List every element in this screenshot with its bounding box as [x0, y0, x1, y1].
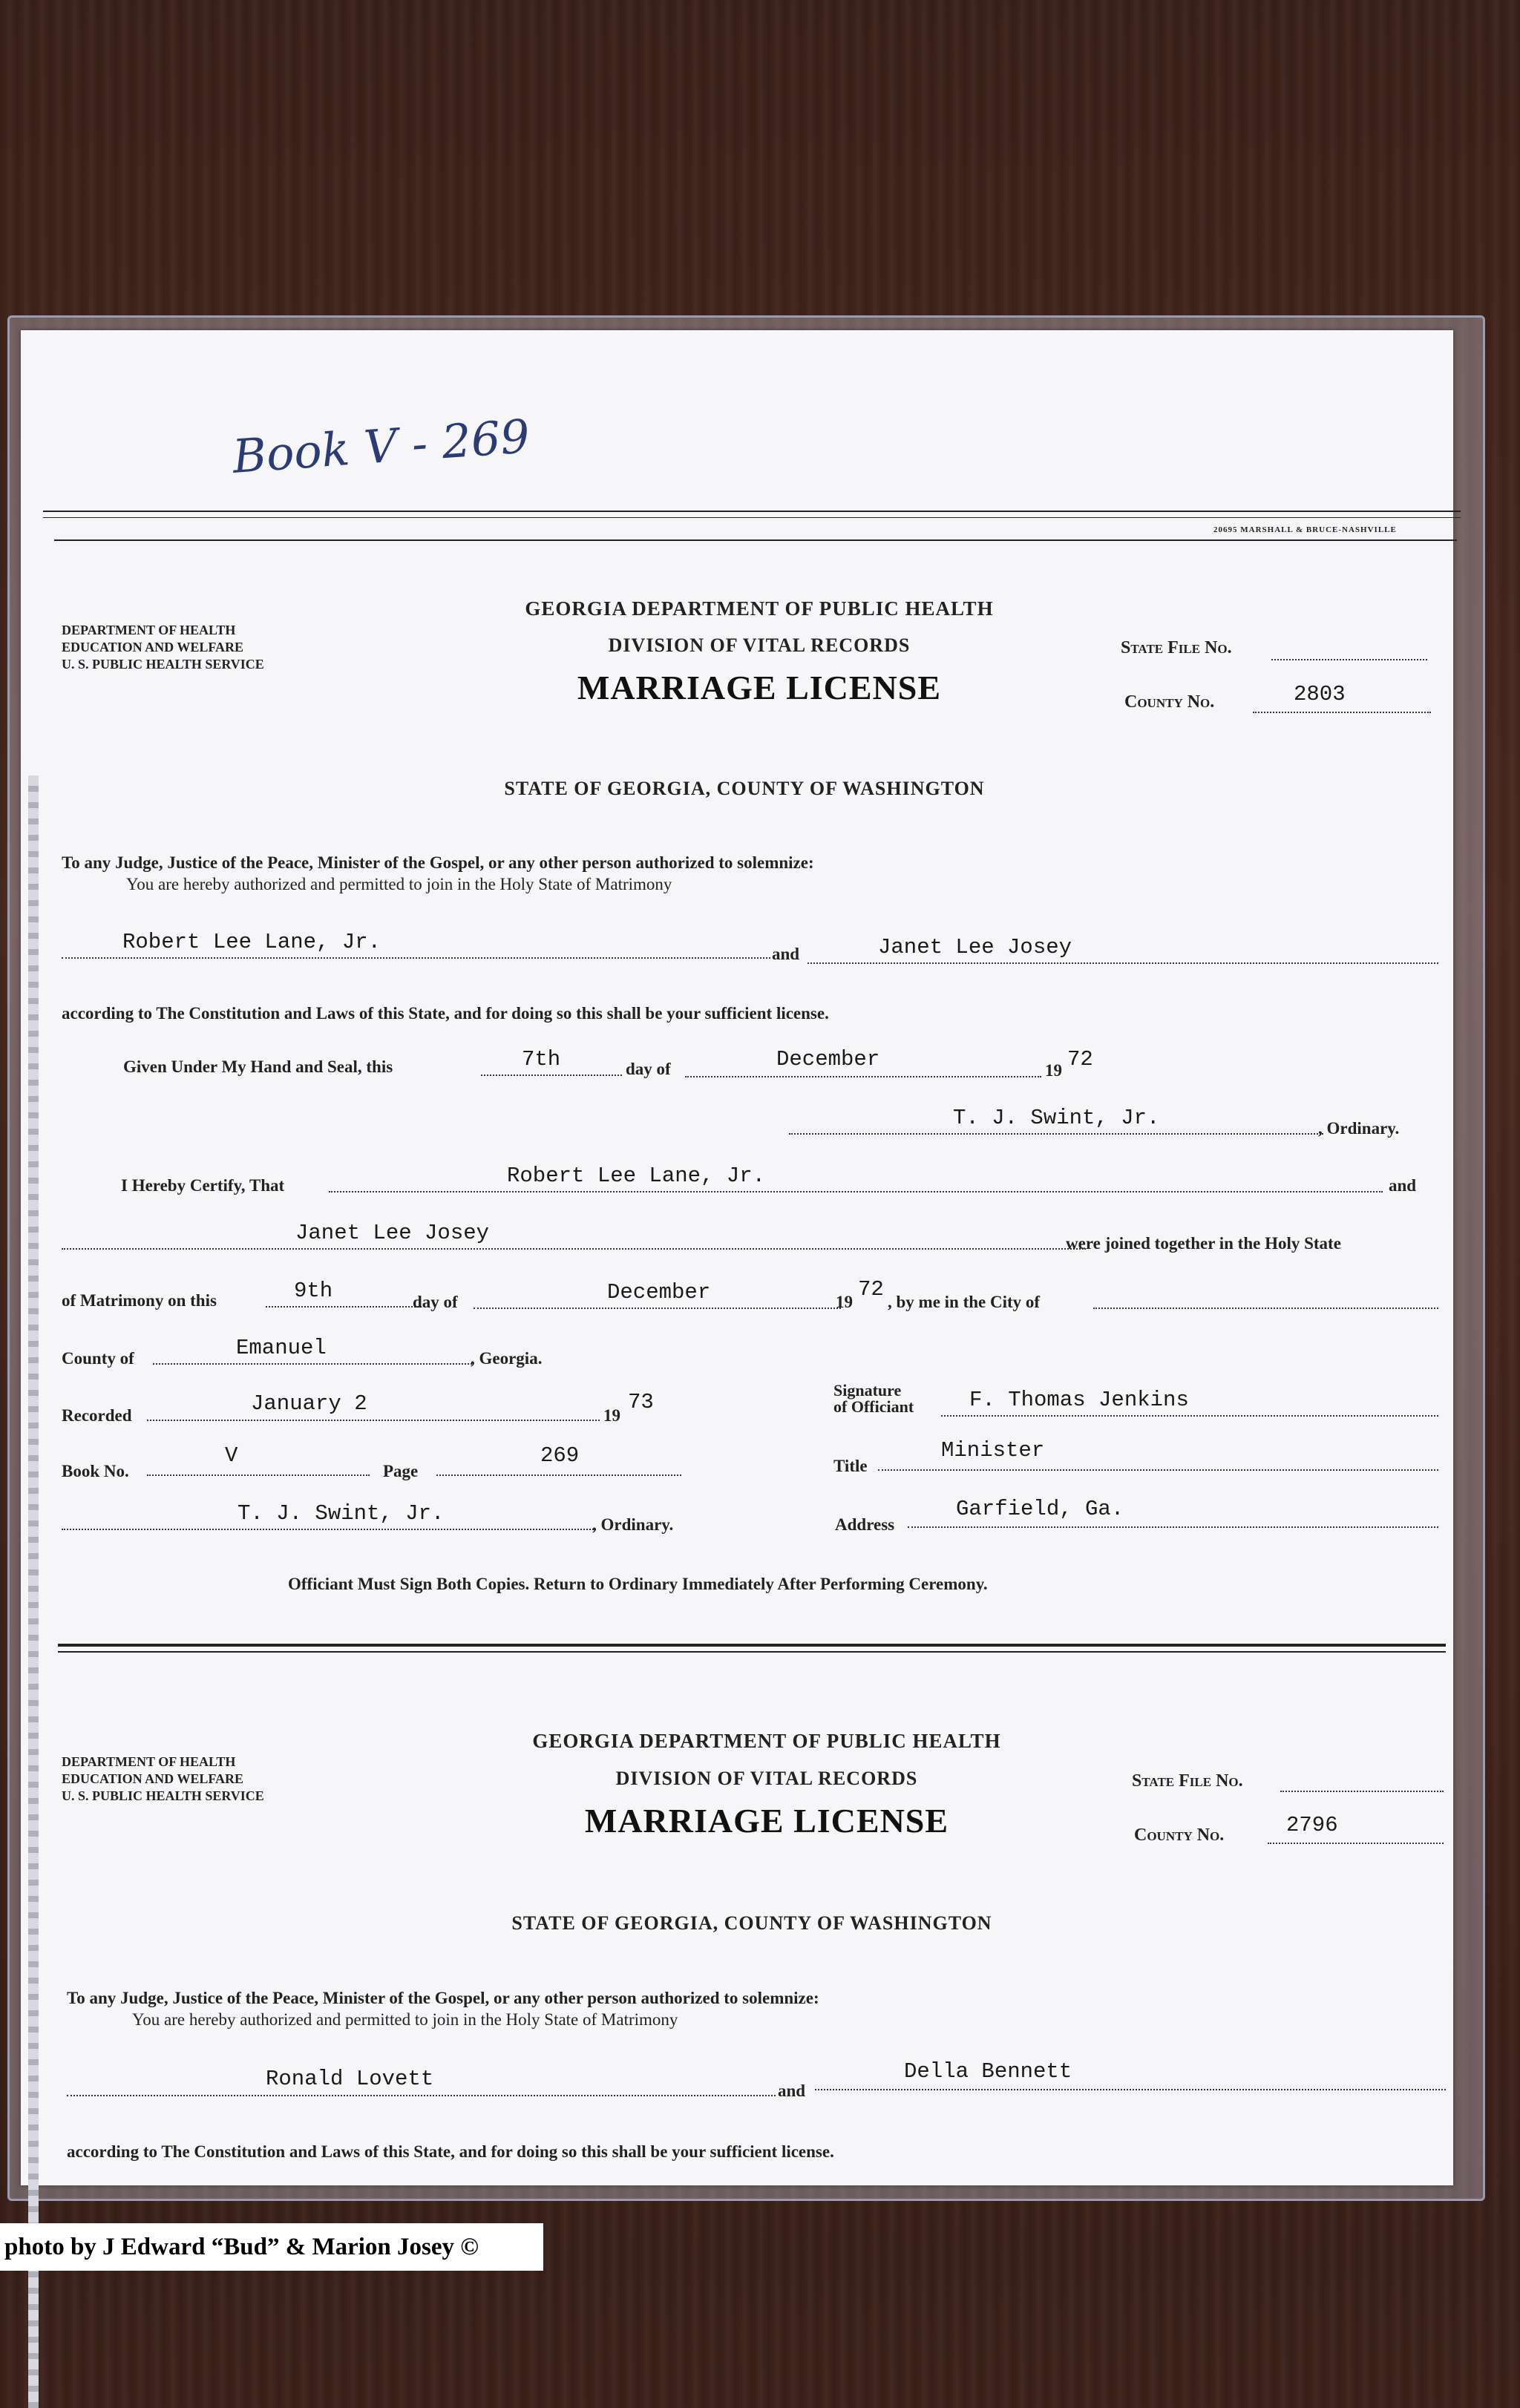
- division-heading-2: DIVISION OF VITAL RECORDS: [615, 1768, 918, 1789]
- ordinary-name: T. J. Swint, Jr.: [953, 1106, 1160, 1130]
- marriage-year-prefix: 19: [836, 1293, 853, 1311]
- state-file-line-1: [1271, 659, 1427, 660]
- marriage-month: December: [607, 1280, 711, 1305]
- form-border-top: [54, 539, 1457, 541]
- address-value: Garfield, Ga.: [956, 1497, 1124, 1521]
- certify-label: I Hereby Certify, That: [121, 1176, 285, 1195]
- county-no-line-2: [1268, 1843, 1444, 1844]
- document-sheet: [21, 330, 1453, 2185]
- state-file-label-1: State File No.: [1121, 638, 1232, 657]
- certify-and-label: and: [1389, 1176, 1417, 1195]
- given-year-prefix: 19: [1045, 1061, 1062, 1080]
- county-of-label: County of: [62, 1349, 134, 1368]
- certify-bride: Janet Lee Josey: [295, 1221, 490, 1245]
- address-line-1a: To any Judge, Justice of the Peace, Minister of the Gospel, or any other person authorized to solemnize:: [62, 853, 814, 872]
- address-line: [908, 1526, 1438, 1528]
- recorded-year-prefix: 19: [603, 1406, 620, 1425]
- address-line-1b: You are hereby authorized and permitted to join in the Holy State of Matrimony: [126, 875, 672, 893]
- city-label: , by me in the City of: [888, 1293, 1041, 1311]
- dept-line-1: DEPARTMENT OF HEALTH: [62, 1754, 236, 1769]
- given-day-of-label: day of: [626, 1060, 671, 1078]
- license-title-1: MARRIAGE LICENSE: [577, 669, 942, 706]
- signature-line: [941, 1415, 1438, 1417]
- top-rule-thin: [43, 517, 1461, 518]
- recorded-year: 73: [628, 1390, 654, 1414]
- division-heading-1: DIVISION OF VITAL RECORDS: [608, 634, 911, 656]
- signature-label-line2: of Officiant: [833, 1397, 914, 1416]
- ordinary-line: [789, 1133, 1323, 1135]
- certify-bride-line: [62, 1248, 1086, 1250]
- groom-line-2: [67, 2095, 776, 2096]
- jurisdiction-2: STATE OF GEORGIA, COUNTY OF WASHINGTON: [511, 1912, 992, 1934]
- county-of-value: Emanuel: [236, 1336, 327, 1360]
- handwritten-book-annotation: Book V - 269: [230, 409, 532, 484]
- top-rule: [43, 511, 1461, 512]
- license-title-2: MARRIAGE LICENSE: [584, 1802, 949, 1840]
- certify-groom-line: [329, 1191, 1383, 1192]
- dept-block-2: [62, 1753, 264, 1805]
- page-value: 269: [540, 1443, 580, 1468]
- perforated-edge: [28, 775, 39, 2408]
- given-month-line: [685, 1076, 1041, 1077]
- dept-line-3: U. S. PUBLIC HEALTH SERVICE: [62, 657, 264, 672]
- title-line: [878, 1469, 1438, 1471]
- signature-label-line1: Signature: [833, 1381, 902, 1400]
- constitution-text-2: according to The Constitution and Laws of this State, and for doing so this shall be your sufficient license.: [67, 2142, 834, 2161]
- given-day: 7th: [522, 1047, 561, 1072]
- state-file-label-2: State File No.: [1132, 1771, 1243, 1791]
- agency-heading-2: GEORGIA DEPARTMENT OF PUBLIC HEALTH: [532, 1730, 1001, 1752]
- dept-line-1: DEPARTMENT OF HEALTH: [62, 623, 236, 637]
- dept-line-2: EDUCATION AND WELFARE: [62, 640, 244, 655]
- dept-line-3: U. S. PUBLIC HEALTH SERVICE: [62, 1788, 264, 1803]
- groom-line-1: [62, 957, 770, 959]
- certify-groom: Robert Lee Lane, Jr.: [507, 1164, 766, 1188]
- marriage-day-of-label: day of: [413, 1293, 458, 1311]
- matrimony-label: of Matrimony on this: [62, 1291, 217, 1310]
- address-line-2b: You are hereby authorized and permitted to join in the Holy State of Matrimony: [132, 2010, 678, 2029]
- dept-block-1: [62, 622, 264, 673]
- bride-line-2: [815, 2089, 1446, 2090]
- county-no-label-1: County No.: [1124, 692, 1215, 712]
- city-line: [1093, 1308, 1438, 1309]
- joined-text: were joined together in the Holy State: [1066, 1234, 1341, 1253]
- address-line-2a: To any Judge, Justice of the Peace, Minister of the Gospel, or any other person authorized to solemnize:: [67, 1989, 819, 2007]
- bride-name-2: Della Bennett: [904, 2059, 1072, 2084]
- county-no-value-2: 2796: [1286, 1813, 1338, 1837]
- bride-line-1: [808, 962, 1438, 964]
- ordinary2-line: [62, 1529, 596, 1530]
- page-line: [436, 1474, 681, 1476]
- recorded-line: [147, 1420, 600, 1421]
- state-file-line-2: [1280, 1791, 1444, 1792]
- page-label: Page: [383, 1462, 419, 1480]
- marriage-year: 72: [858, 1277, 884, 1302]
- title-label: Title: [833, 1457, 868, 1475]
- footer-note: Officiant Must Sign Both Copies. Return to Ordinary Immediately After Performing Ceremony.: [288, 1575, 988, 1593]
- and-label-2: and: [778, 2081, 806, 2100]
- officiant-signature: F. Thomas Jenkins: [969, 1388, 1189, 1412]
- given-label: Given Under My Hand and Seal, this: [123, 1057, 393, 1076]
- recorded-label: Recorded: [62, 1406, 132, 1425]
- and-label-1: and: [772, 945, 800, 963]
- ordinary2-name: T. J. Swint, Jr.: [238, 1501, 445, 1526]
- given-day-line: [481, 1075, 622, 1076]
- recorded-value: January 2: [251, 1391, 367, 1416]
- bride-name-1: Janet Lee Josey: [878, 935, 1072, 959]
- given-month: December: [776, 1047, 880, 1072]
- constitution-text-1: according to The Constitution and Laws of this State, and for doing so this shall be your sufficient license.: [62, 1004, 829, 1023]
- marriage-day: 9th: [294, 1279, 333, 1303]
- book-no-line: [147, 1474, 370, 1476]
- signature-label-block: [833, 1382, 914, 1415]
- address-label: Address: [835, 1515, 895, 1534]
- agency-heading-1: GEORGIA DEPARTMENT OF PUBLIC HEALTH: [525, 597, 994, 620]
- georgia-label: , Georgia.: [471, 1349, 543, 1368]
- dept-line-2: EDUCATION AND WELFARE: [62, 1771, 244, 1786]
- county-of-line: [153, 1363, 472, 1365]
- jurisdiction-1: STATE OF GEORGIA, COUNTY OF WASHINGTON: [504, 778, 985, 799]
- ordinary-label: , Ordinary.: [1318, 1119, 1400, 1138]
- book-no-value: V: [225, 1443, 238, 1468]
- divider-rule-2: [58, 1651, 1446, 1653]
- title-value: Minister: [941, 1438, 1045, 1463]
- county-no-line-1: [1253, 712, 1431, 713]
- county-no-label-2: County No.: [1134, 1825, 1225, 1845]
- groom-name-1: Robert Lee Lane, Jr.: [122, 930, 381, 954]
- marriage-month-line: [474, 1308, 841, 1309]
- book-no-label: Book No.: [62, 1462, 129, 1480]
- divider-rule-1: [58, 1644, 1446, 1647]
- county-no-value-1: 2803: [1294, 682, 1346, 706]
- photo-credit: photo by J Edward “Bud” & Marion Josey ©: [0, 2223, 543, 2271]
- given-year: 72: [1067, 1047, 1093, 1072]
- ordinary2-label: , Ordinary.: [592, 1515, 674, 1534]
- groom-name-2: Ronald Lovett: [266, 2067, 434, 2091]
- printer-mark: 20695 MARSHALL & BRUCE-NASHVILLE: [1213, 525, 1397, 534]
- marriage-day-line: [266, 1306, 422, 1308]
